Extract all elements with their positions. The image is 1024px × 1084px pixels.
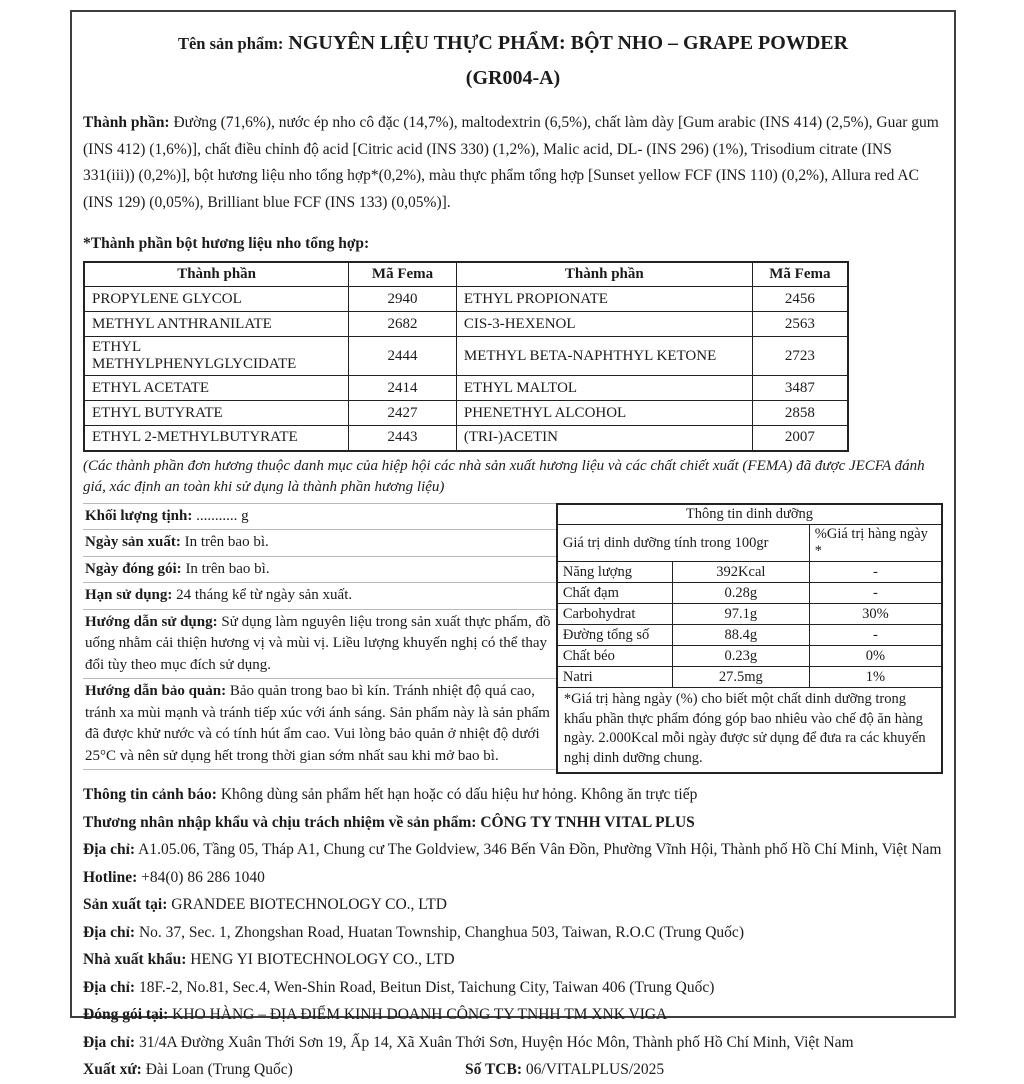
table-row bbox=[557, 604, 942, 625]
footer-info bbox=[83, 781, 943, 1084]
nutrition-title: Thông tin dinh dưỡng bbox=[557, 504, 942, 525]
origin bbox=[83, 1056, 465, 1084]
table-row bbox=[557, 646, 942, 667]
fema-code-cell: 2444 bbox=[349, 337, 457, 376]
storage-row bbox=[83, 679, 556, 770]
fema-header-cell: Mã Fema bbox=[752, 262, 848, 287]
nutrient-value: 392Kcal bbox=[672, 562, 809, 583]
fema-code-cell: 2443 bbox=[349, 426, 457, 451]
hotline-line bbox=[83, 864, 943, 892]
importer-line bbox=[83, 809, 943, 837]
table-row bbox=[84, 287, 848, 312]
address-label: Địa chỉ: bbox=[83, 1033, 136, 1051]
product-details bbox=[83, 503, 556, 771]
ingredients-paragraph bbox=[83, 110, 943, 216]
manufacturer-address-value: No. 37, Sec. 1, Zhongshan Road, Huatan Township, Changhua 503, Taiwan, R.O.C (Trung Quốc) bbox=[138, 923, 744, 941]
nutrition-subheader-right: %Giá trị hàng ngày * bbox=[809, 525, 942, 562]
exporter-value: HENG YI BIOTECHNOLOGY CO., LTD bbox=[190, 951, 455, 968]
fema-table bbox=[83, 261, 849, 452]
nutrition-title-row bbox=[557, 504, 942, 525]
nutrient-name: Natri bbox=[557, 667, 673, 688]
fema-header-cell: Thành phần bbox=[84, 262, 349, 287]
mfg-date-row bbox=[83, 530, 556, 557]
storage-value: Bảo quản trong bao bì kín. Tránh nhiệt độ quá cao, tránh xa mùi mạnh và tránh tiếp xúc với ánh sáng. Sản phẩm này là sản phẩm đã được khử nước và có tính hút ẩm cao. Vui lòng bảo quản ở nhiệt độ dưới 25°C và nên sử dụng hết trong thời gian sớm nhất sau khi mở bao bì. bbox=[85, 683, 550, 764]
fema-code-cell: 2427 bbox=[349, 401, 457, 426]
fema-code-cell: 2456 bbox=[752, 287, 848, 312]
product-title bbox=[83, 32, 943, 55]
nutrition-footnote: *Giá trị hàng ngày (%) cho biết một chất dinh dưỡng trong khẩu phần thực phẩm đóng góp bao nhiêu vào chế độ ăn hàng ngày. 2.000Kcal mỗi ngày được sử dụng để đưa ra các khuyến nghị dinh dưỡng chung. bbox=[557, 688, 942, 774]
fema-ingredient-cell: ETHYL ACETATE bbox=[84, 376, 349, 401]
net-weight-value: ........... g bbox=[196, 507, 249, 524]
expiry-row bbox=[83, 583, 556, 610]
tcb-label: Số TCB: bbox=[465, 1061, 522, 1078]
ingredients-text: Đường (71,6%), nước ép nho cô đặc (14,7%), maltodextrin (6,5%), chất làm dày [Gum arabic (INS 414) (2,5%), Guar gum (INS 412) (1,6%)], chất điều chỉnh độ acid [Citric acid (INS 330) (1,2%), Malic acid, DL- (INS 296) (1%), Trisodium citrate (INS 331(iii)) (0,2%)], bột hương liệu nho tổng hợp*(0,2%), màu thực phẩm tổng hợp [Sunset yellow FCF (INS 110) (0,2%), Allura red AC (INS 129) (0,05%), Brilliant blue FCF (INS 133) (0,05%)]. bbox=[83, 114, 939, 211]
nutrient-value: 0.23g bbox=[672, 646, 809, 667]
table-row bbox=[557, 667, 942, 688]
fema-ingredient-cell: METHYL ANTHRANILATE bbox=[84, 312, 349, 337]
net-weight-label: Khối lượng tịnh: bbox=[85, 507, 193, 524]
packer-label: Đóng gói tại: bbox=[83, 1006, 169, 1023]
table-row bbox=[84, 401, 848, 426]
title-block bbox=[83, 32, 943, 90]
fema-ingredient-cell: ETHYL 2-METHYLBUTYRATE bbox=[84, 426, 349, 451]
fema-ingredient-cell: PHENETHYL ALCOHOL bbox=[456, 401, 752, 426]
ingredients-label: Thành phần: bbox=[83, 114, 170, 131]
mfg-date-value: In trên bao bì. bbox=[184, 534, 269, 550]
exporter-line bbox=[83, 946, 943, 974]
fema-ingredient-cell: ETHYL BUTYRATE bbox=[84, 401, 349, 426]
product-title-main: NGUYÊN LIỆU THỰC PHẨM: BỘT NHO – GRAPE POWDER bbox=[288, 32, 849, 54]
manufacturer-address-line bbox=[83, 919, 943, 947]
table-row bbox=[557, 562, 942, 583]
address-label: Địa chỉ: bbox=[83, 978, 136, 996]
packer-address-line bbox=[83, 1029, 943, 1057]
usage-value: Sử dụng làm nguyên liệu trong sản xuất thực phẩm, đồ uống nhằm cải thiện hương vị và mùi vị. Liều lượng khuyến nghị có thể thay đổi tùy theo mục đích sử dụng. bbox=[85, 613, 551, 673]
usage-row bbox=[83, 610, 556, 680]
nutrition-subheader-row bbox=[557, 525, 942, 562]
importer-address-value: A1.05.06, Tầng 05, Tháp A1, Chung cư The Goldview, 346 Bến Vân Đồn, Phường Vĩnh Hội, Thành phố Hồ Chí Minh, Việt Nam bbox=[138, 841, 942, 858]
pack-date-row bbox=[83, 557, 556, 584]
hotline-label: Hotline: bbox=[83, 868, 138, 886]
fema-disclaimer: (Các thành phần đơn hương thuộc danh mục của hiệp hội các nhà sản xuất hương liệu và các chất chiết xuất (FEMA) đã được JECFA đánh giá, xác định an toàn khi sử dụng là thành phần hương liệu) bbox=[83, 457, 925, 495]
pack-date-label: Ngày đóng gói: bbox=[85, 560, 182, 577]
nutrient-value: 0.28g bbox=[672, 583, 809, 604]
nutrient-name: Đường tổng số bbox=[557, 625, 673, 646]
nutrient-value: 88.4g bbox=[672, 625, 809, 646]
nutrient-name: Năng lượng bbox=[557, 562, 673, 583]
nutrient-value: 27.5mg bbox=[672, 667, 809, 688]
fema-code-cell: 2007 bbox=[752, 426, 848, 451]
address-label: Địa chỉ: bbox=[83, 841, 136, 858]
exporter-address-line bbox=[83, 974, 943, 1002]
product-code: (GR004-A) bbox=[465, 67, 561, 89]
exporter-label: Nhà xuất khẩu: bbox=[83, 951, 187, 968]
fema-code-cell: 2723 bbox=[752, 337, 848, 376]
pack-date-value: In trên bao bì. bbox=[185, 560, 270, 577]
nutrient-dv: 30% bbox=[809, 604, 942, 625]
fema-ingredient-cell: (TRI-)ACETIN bbox=[456, 426, 752, 451]
table-row bbox=[84, 337, 848, 376]
fema-code-cell: 2682 bbox=[349, 312, 457, 337]
packer-value: KHO HÀNG – ĐỊA ĐIỂM KINH DOANH CÔNG TY TNHH TM XNK VIGA bbox=[172, 1006, 668, 1023]
nutrient-name: Chất béo bbox=[557, 646, 673, 667]
fema-header-cell: Mã Fema bbox=[349, 262, 457, 287]
table-row bbox=[84, 376, 848, 401]
origin-tcb-line bbox=[83, 1056, 943, 1084]
hotline-value: +84(0) 86 286 1040 bbox=[141, 868, 265, 886]
nutrient-name: Chất đạm bbox=[557, 583, 673, 604]
details-and-nutrition bbox=[83, 503, 943, 775]
table-row bbox=[557, 583, 942, 604]
nutrient-name: Carbohydrat bbox=[557, 604, 673, 625]
table-row bbox=[84, 426, 848, 451]
usage-label: Hướng dẫn sử dụng: bbox=[85, 613, 218, 630]
fema-ingredient-cell: METHYL BETA-NAPHTHYL KETONE bbox=[456, 337, 752, 376]
net-weight-row bbox=[83, 504, 556, 531]
table-row bbox=[557, 625, 942, 646]
fema-code-cell: 2940 bbox=[349, 287, 457, 312]
origin-label: Xuất xứ: bbox=[83, 1061, 142, 1078]
nutrient-dv: 1% bbox=[809, 667, 942, 688]
fema-code-cell: 2563 bbox=[752, 312, 848, 337]
warning-label: Thông tin cảnh báo: bbox=[83, 786, 217, 803]
fema-ingredient-cell: ETHYL MALTOL bbox=[456, 376, 752, 401]
address-label: Địa chỉ: bbox=[83, 923, 136, 941]
warning-line bbox=[83, 781, 943, 809]
product-label-sheet bbox=[70, 10, 956, 1078]
nutrient-dv: - bbox=[809, 625, 942, 646]
nutrient-value: 97.1g bbox=[672, 604, 809, 625]
nutrient-dv: - bbox=[809, 583, 942, 604]
nutrient-dv: 0% bbox=[809, 646, 942, 667]
importer-value: CÔNG TY TNHH VITAL PLUS bbox=[480, 813, 695, 831]
importer-address-line bbox=[83, 836, 943, 864]
packer-address-value: 31/4A Đường Xuân Thới Sơn 19, Ấp 14, Xã Xuân Thới Sơn, Huyện Hóc Môn, Thành phố Hồ Chí Minh, Việt Nam bbox=[138, 1033, 854, 1051]
product-title-prefix: Tên sản phẩm: bbox=[177, 34, 284, 53]
table-row bbox=[84, 312, 848, 337]
expiry-label: Hạn sử dụng: bbox=[85, 587, 173, 603]
fema-code-cell: 2858 bbox=[752, 401, 848, 426]
fema-ingredient-cell: CIS-3-HEXENOL bbox=[456, 312, 752, 337]
packer-line bbox=[83, 1001, 943, 1029]
fema-header-row bbox=[84, 262, 848, 287]
nutrition-footnote-row bbox=[557, 688, 942, 774]
nutrient-dv: - bbox=[809, 562, 942, 583]
expiry-value: 24 tháng kể từ ngày sản xuất. bbox=[176, 587, 353, 603]
exporter-address-value: 18F.-2, No.81, Sec.4, Wen-Shin Road, Beitun Dist, Taichung City, Taiwan 406 (Trung Quốc) bbox=[138, 978, 715, 996]
fema-ingredient-cell: ETHYL PROPIONATE bbox=[456, 287, 752, 312]
mfg-date-label: Ngày sản xuất: bbox=[85, 534, 181, 550]
origin-value: Đài Loan (Trung Quốc) bbox=[145, 1061, 293, 1078]
manufacturer-value: GRANDEE BIOTECHNOLOGY CO., LTD bbox=[171, 896, 447, 913]
importer-label: Thương nhân nhập khẩu và chịu trách nhiệm về sản phẩm: bbox=[83, 813, 477, 831]
manufacturer-label: Sản xuất tại: bbox=[83, 896, 168, 913]
fema-code-cell: 2414 bbox=[349, 376, 457, 401]
manufacturer-line bbox=[83, 891, 943, 919]
tcb-value: 06/VITALPLUS/2025 bbox=[525, 1061, 665, 1078]
warning-value: Không dùng sản phẩm hết hạn hoặc có dấu hiệu hư hỏng. Không ăn trực tiếp bbox=[220, 786, 698, 803]
nutrition-subheader-left: Giá trị dinh dưỡng tính trong 100gr bbox=[557, 525, 809, 562]
fema-ingredient-cell: PROPYLENE GLYCOL bbox=[84, 287, 349, 312]
tcb bbox=[465, 1056, 664, 1084]
nutrition-table bbox=[556, 503, 943, 775]
fema-header-cell: Thành phần bbox=[456, 262, 752, 287]
flavor-components-heading: *Thành phần bột hương liệu nho tổng hợp: bbox=[83, 234, 370, 252]
fema-code-cell: 3487 bbox=[752, 376, 848, 401]
fema-ingredient-cell: ETHYL METHYLPHENYLGLYCIDATE bbox=[84, 337, 349, 376]
storage-label: Hướng dẫn bảo quản: bbox=[85, 683, 227, 699]
